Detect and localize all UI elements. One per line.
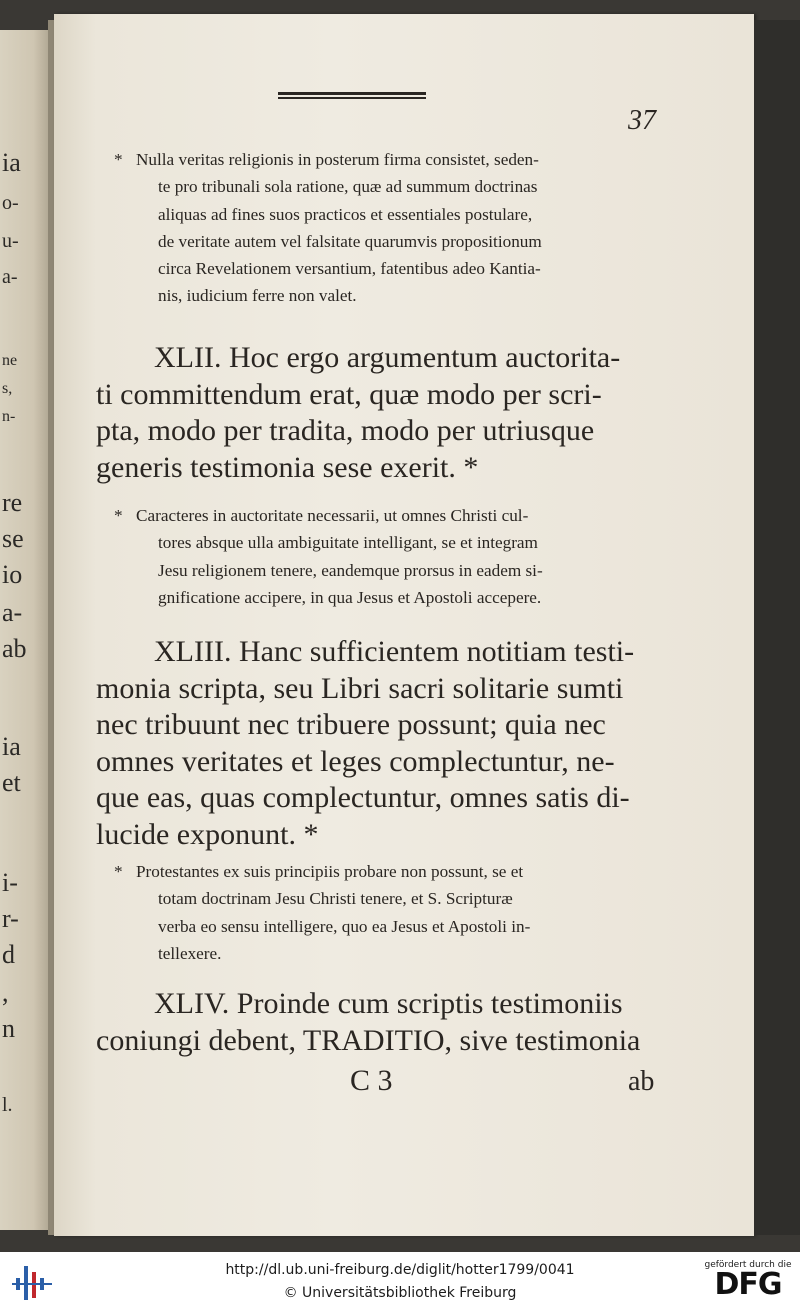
- left-fragment: o-: [2, 192, 19, 214]
- paragraph-line: coniungi debent, TRADITIO, sive testimonia: [96, 1023, 641, 1057]
- left-fragment: ab: [2, 634, 27, 663]
- left-fragment: ia: [2, 148, 21, 177]
- paragraph-line: omnes veritates et leges complectuntur, ne-: [96, 744, 615, 778]
- left-fragment: l.: [2, 1094, 13, 1116]
- footnote-marker: *: [114, 506, 123, 525]
- paragraph-line: XLII. Hoc ergo argumentum auctorita-: [154, 341, 621, 374]
- paragraph-line: ti committendum erat, quæ modo per scri-: [96, 377, 602, 411]
- footnote-line: de veritate autem vel falsitate quarumvis propositionum: [158, 231, 542, 251]
- paragraph-xliii: [96, 634, 662, 853]
- funder-note: gefördert durch die: [704, 1260, 792, 1270]
- paragraph-line: monia scripta, seu Libri sacri solitarie sumti: [96, 671, 624, 705]
- footnote-line: verba eo sensu intelligere, quo ea Jesus et Apostoli in-: [158, 916, 531, 936]
- left-fragment: n-: [2, 408, 16, 425]
- left-fragment: i-: [2, 868, 18, 897]
- footnote-line: tores absque ulla ambiguitate intelligant, se et integram: [158, 533, 538, 553]
- left-fragment: ne: [2, 352, 18, 369]
- footnote-line: Caracteres in auctoritate necessarii, ut omnes Christi cul-: [136, 506, 529, 525]
- permalink-url[interactable]: http://dl.ub.uni-freiburg.de/diglit/hotter1799/0041: [225, 1262, 575, 1278]
- copyright-text: © Universitätsbibliothek Freiburg: [283, 1285, 517, 1301]
- paragraph-line: lucide exponunt. *: [96, 817, 319, 851]
- footnote-line: Nulla veritas religionis in posterum firma consistet, seden-: [136, 150, 539, 169]
- dfg-logo-text: DFG: [714, 1267, 782, 1302]
- footnote-3: [114, 858, 652, 967]
- left-fragment: s,: [2, 380, 13, 397]
- footnote-2: [114, 502, 652, 611]
- paragraph-xlii: [96, 340, 662, 486]
- paragraph-line: nec tribuunt nec tribuere possunt; quia nec: [96, 708, 606, 741]
- footnote-line: circa Revelationem versantium, fatentibus adeo Kantia-: [158, 259, 541, 279]
- paragraph-line: XLIII. Hanc sufficientem notitiam testi-: [154, 635, 635, 668]
- header-rule: [278, 92, 426, 99]
- left-fragment: d: [2, 940, 15, 969]
- footnote-line: te pro tribunali sola ratione, quæ ad summum doctrinas: [158, 177, 538, 197]
- left-fragment: ia: [2, 732, 21, 761]
- left-page-edge: [0, 30, 48, 1230]
- left-fragment: se: [2, 524, 24, 553]
- footnote-marker: *: [114, 150, 123, 169]
- left-fragment: et: [2, 768, 21, 797]
- left-fragment: n: [2, 1014, 15, 1043]
- footnote-line: gnificatione accipere, in qua Jesus et Apostoli accepere.: [158, 587, 542, 607]
- viewer-footer: [0, 1252, 800, 1310]
- left-fragment: a-: [2, 266, 18, 288]
- footnote-line: tellexere.: [158, 943, 222, 963]
- dfg-logo: [700, 1258, 796, 1306]
- left-fragment: re: [2, 488, 23, 517]
- paragraph-line: XLIV. Proinde cum scriptis testimoniis: [154, 987, 623, 1020]
- signature-mark: C 3: [350, 1064, 393, 1097]
- footnote-1: [114, 146, 652, 310]
- left-fragment: u-: [2, 230, 19, 252]
- left-fragment: ,: [2, 978, 9, 1007]
- page-number: 37: [628, 105, 656, 136]
- footnote-line: aliquas ad fines suos practicos et essentiales postulare,: [158, 204, 533, 224]
- paragraph-line: pta, modo per tradita, modo per utriusque: [96, 414, 595, 447]
- paragraph-line: que eas, quas complectuntur, omnes satis di-: [96, 781, 630, 814]
- left-fragment: r-: [2, 904, 19, 933]
- footnote-line: Protestantes ex suis principiis probare non possunt, se et: [136, 862, 524, 881]
- paragraph-xliv: [96, 986, 662, 1059]
- catchword: ab: [628, 1066, 655, 1097]
- footnote-line: nis, iudicium ferre non valet.: [158, 286, 357, 306]
- footnote-marker: *: [114, 862, 123, 881]
- left-fragment: a-: [2, 598, 23, 627]
- footnote-line: totam doctrinam Jesu Christi tenere, et S. Scripturæ: [158, 889, 513, 909]
- left-fragment: io: [2, 560, 23, 589]
- right-background: [754, 20, 800, 1235]
- footnote-line: Jesu religionem tenere, eandemque prorsus in eadem si-: [158, 560, 543, 580]
- paragraph-line: generis testimonia sese exerit. *: [96, 450, 479, 484]
